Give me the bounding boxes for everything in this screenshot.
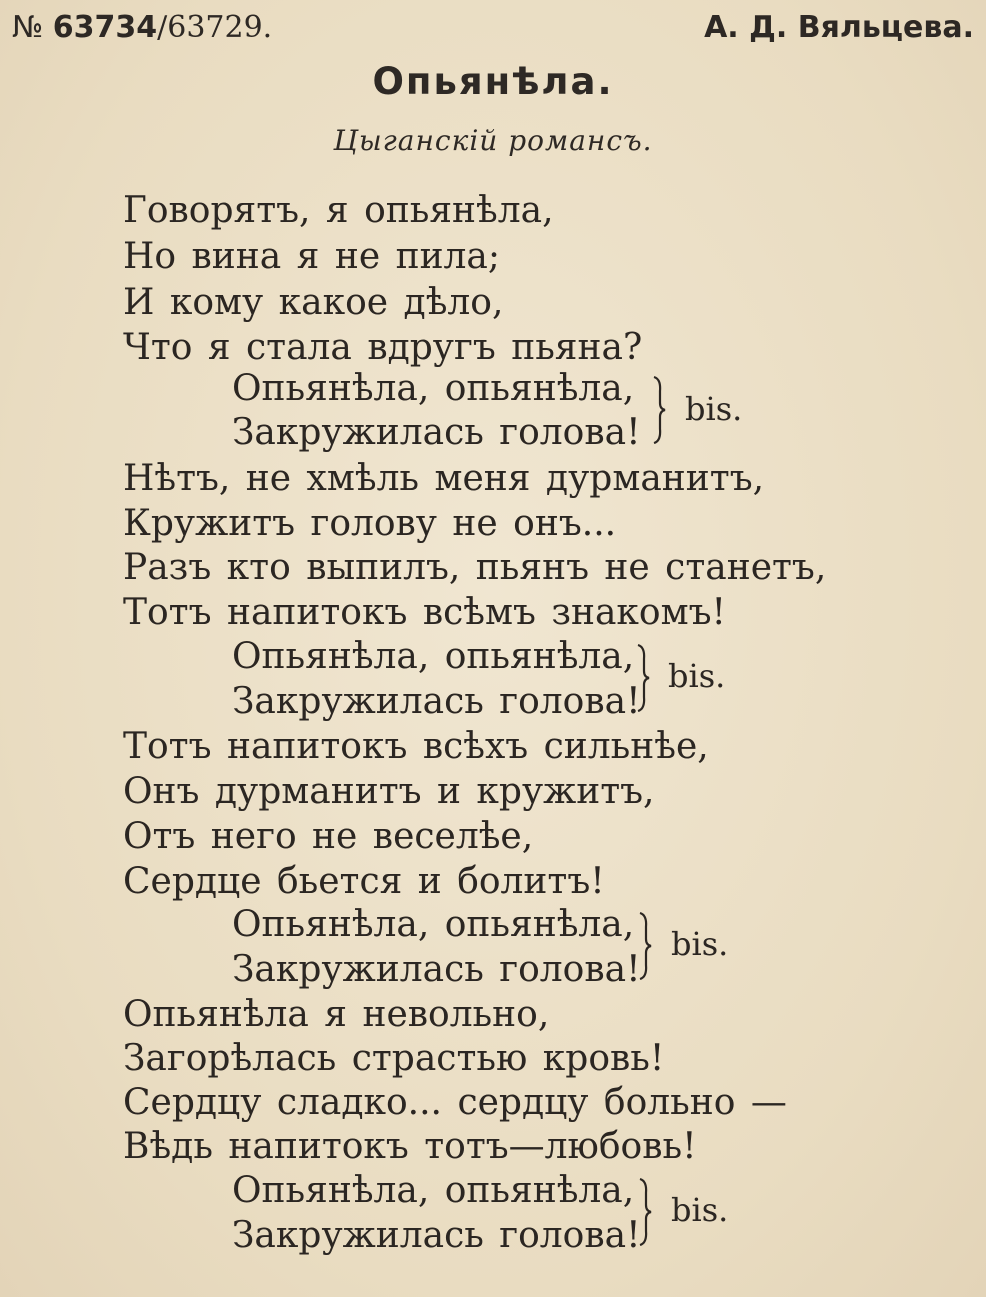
verse-line: Вѣдь напитокъ тотъ—любовь! <box>123 1126 697 1167</box>
verse-line: Кружитъ голову не онъ... <box>123 503 617 544</box>
refrain-line: Опьянѣла, опьянѣла, <box>232 904 635 945</box>
catalog-number-alt: /63729. <box>157 10 273 45</box>
verse-line: Что я стала вдругъ пьяна? <box>123 327 643 368</box>
catalog-number <box>12 10 272 45</box>
refrain-line: Опьянѣла, опьянѣла, <box>232 636 635 677</box>
verse-line: Но вина я не пила; <box>123 236 501 277</box>
verse-line: Загорѣлась страстью кровь! <box>123 1038 665 1079</box>
refrain-line: Закружилась голова! <box>232 1215 641 1256</box>
verse-line: Говорятъ, я опьянѣла, <box>123 190 554 231</box>
song-title: Опьянѣла. <box>372 60 614 103</box>
refrain-line: Закружилась голова! <box>232 412 641 453</box>
repeat-mark: bis. <box>685 390 743 428</box>
refrain-line: Закружилась голова! <box>232 949 641 990</box>
verse-line: Тотъ напитокъ всѣмъ знакомъ! <box>123 592 726 633</box>
number-sign: № <box>12 10 44 45</box>
refrain-line: Закружилась голова! <box>232 681 641 722</box>
repeat-mark: bis. <box>671 1191 729 1229</box>
repeat-brace-icon <box>636 643 650 713</box>
repeat-mark: bis. <box>671 925 729 963</box>
verse-line: Сердце бьется и болитъ! <box>123 861 605 902</box>
song-subtitle: Цыганскій романсъ. <box>333 124 653 157</box>
refrain-line: Опьянѣла, опьянѣла, <box>232 1170 635 1211</box>
verse-line: Опьянѣла я невольно, <box>123 994 550 1035</box>
verse-line: Нѣтъ, не хмѣль меня дурманитъ, <box>123 458 765 499</box>
repeat-brace-icon <box>652 375 666 445</box>
author-name: А. Д. Вяльцева. <box>704 10 974 45</box>
repeat-brace-icon <box>638 911 652 981</box>
refrain-line: Опьянѣла, опьянѣла, <box>232 368 635 409</box>
catalog-number-main: 63734 <box>52 10 158 45</box>
verse-line: Разъ кто выпилъ, пьянъ не станетъ, <box>123 547 827 588</box>
verse-line: Тотъ напитокъ всѣхъ сильнѣе, <box>123 726 709 767</box>
repeat-mark: bis. <box>668 657 726 695</box>
verse-line: Сердцу сладко... сердцу больно — <box>123 1082 787 1123</box>
repeat-brace-icon <box>638 1177 652 1247</box>
verse-line: Онъ дурманитъ и кружитъ, <box>123 771 655 812</box>
verse-line: Отъ него не веселѣе, <box>123 816 534 857</box>
verse-line: И кому какое дѣло, <box>123 282 504 323</box>
